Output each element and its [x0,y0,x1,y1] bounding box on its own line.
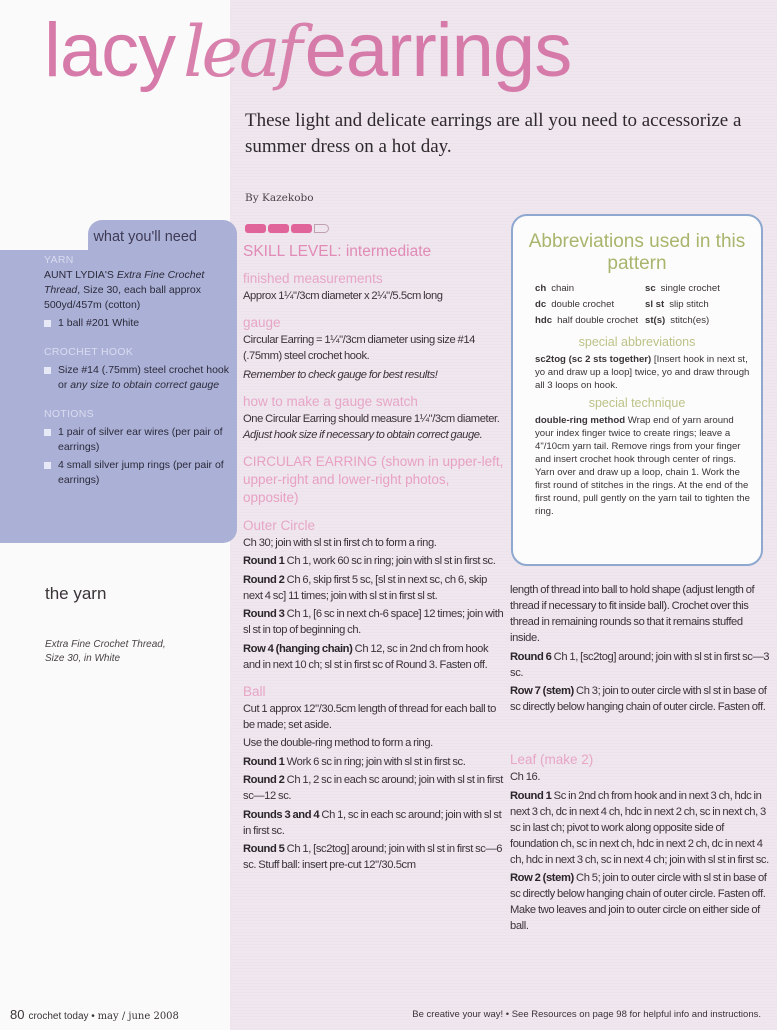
instruction-paragraph [243,535,507,551]
notion-item: 1 pair of silver ear wires (per pair of earrings) [44,425,234,455]
step-text: Ch 16. [510,771,541,783]
abbreviations-title: Abbreviations used in this pattern [528,231,746,274]
step-text: Ch 1, sc in each sc around; join with sl st in first sc. [243,808,502,837]
instruction-paragraph [510,870,774,934]
the-yarn-caption [45,638,215,666]
step-text: Ch 1, 2 sc in each sc around; join with sl st in first sc—12 sc. [243,774,503,802]
instruction-paragraph [510,769,774,785]
step-label: Round 1 [243,555,285,567]
technique-term: double-ring method [535,415,626,426]
special-abbreviations-title: special abbreviations [578,335,696,349]
yarn-label: YARN [44,254,74,266]
step-text: Ch 3; join to outer circle with sl st in base of sc directly below hanging chain of outer circle. Fasten off. [510,685,767,713]
abbreviation-meaning: double crochet [551,299,615,310]
instruction-paragraph [243,641,507,673]
footer-folio [10,1007,179,1022]
yarn-item: 1 ball #201 White [44,316,234,331]
instruction-paragraph [510,649,774,681]
title-earrings: earrings [304,8,572,93]
step-text: length of thread into ball to hold shape (adjust length of thread if necessary to fit inside ball). Crochet over this thread in remaining rounds so that it remains stuffed inside. [510,584,755,644]
instruction-paragraph [243,367,507,383]
special-term: sc2tog (sc 2 sts together) [535,354,652,365]
step-text: Work 6 sc in ring; join with sl st in first sc. [284,755,466,768]
step-label: Round 2 [243,573,285,586]
abbreviation-item [645,299,751,311]
abbreviation-item [535,299,641,311]
skill-level-meter [245,224,329,233]
technique-text: Wrap end of yarn around your index finger twice to create rings; leave a 4"/10cm yarn tail. Remove rings from your finger and insert crochet hook through center of rings. Yarn over and draw up a loop, chain 1. Work the first round of stitches in the rings. At the end of the first round, pull gently on the yarn tail to tighten the ring. [535,415,750,517]
notions-label: NOTIONS [44,408,94,420]
the-yarn-heading: the yarn [45,584,107,603]
step-label: Round 1 [243,755,285,768]
instruction-paragraph [243,411,507,443]
step-label: Round 2 [243,774,285,786]
abbreviation-meaning: single crochet [660,283,720,294]
title-leaf-script: leaf [183,11,299,93]
yarn-caption-size: Size 30, in White [45,653,121,664]
instruction-paragraph [243,553,507,569]
yarn-caption-name: Extra Fine Crochet Thread, [45,639,166,650]
abbreviations-box [511,214,763,566]
abbreviation: hdc [535,315,553,326]
step-label: Round 5 [243,843,285,855]
step-text: One Circular Earring should measure 1¼"/3cm diameter. [243,412,500,425]
step-text: Ch 30; join with sl st in first ch to form a ring. [243,536,437,549]
notion-item: 4 small silver jump rings (per pair of earrings) [44,458,234,488]
instruction-paragraph [243,606,507,638]
step-label: Row 4 (hanging chain) [243,642,353,655]
italic-note: Adjust hook size if necessary to obtain correct gauge. [243,428,483,441]
abbreviation-item [645,283,751,295]
page-number: 80 [10,1007,25,1022]
page-title [44,6,571,97]
step-label: Row 2 (stem) [510,872,574,884]
special-abbreviation [535,353,751,392]
hook-text: Size #14 (.75mm) steel crochet hook or [58,364,229,391]
materials-list [44,253,234,488]
instruction-paragraph [510,788,774,868]
step-label: Row 7 (stem) [510,685,574,697]
magazine-name: crochet today • [28,1011,98,1022]
hook-note: any size to obtain correct gauge [70,379,220,391]
step-label: Round 1 [510,789,552,802]
step-text: Ch 5; join to outer circle with sl st in base of sc directly below hanging chain of outer circle. Fasten off. Make two leaves and join to outer circle on either side of ball. [510,872,767,932]
special-technique [535,414,751,518]
instructions-column-1 [243,243,507,876]
yarn-details: , Size 30, each ball approx 500yd/457m (cotton) [44,284,202,311]
abbreviations-grid [535,283,751,331]
skill-block-filled [291,224,312,233]
instruction-paragraph [243,332,507,364]
step-text: Ch 6, skip first 5 sc, [sl st in next sc, ch 6, skip next 4 sc] 11 times; join with sl st in first sl st. [243,573,487,602]
skill-block-filled [268,224,289,233]
sidebar-tab [88,220,237,254]
abbreviation-meaning: chain [551,283,575,294]
instruction-paragraph [243,807,507,839]
section-heading: how to make a gauge swatch [243,393,418,409]
abbreviation: dc [535,299,547,310]
step-text: Sc in 2nd ch from hook and in next 3 ch, hdc in next 3 ch, dc in next 4 ch, hdc in next 2 ch, sc in next ch, 3 sc in last ch; pivot to work along opposite side of foundation ch, sc in next ch, hdc in next 2 ch, dc in next 4 ch, hdc in next 3 ch, sc in next 4 ch; join with sl st in first sc. [510,789,769,866]
instruction-paragraph [243,735,507,751]
instructions-column-2 [510,582,774,937]
section-heading: gauge [243,315,281,330]
step-text: Ch 1, [sc2tog] around; join with sl st in first sc—6 sc. Stuff ball: insert pre-cut 12"/30.5cm [243,843,503,871]
italic-note: Remember to check gauge for best results! [243,368,438,381]
special-text: [Insert hook in next st, yo and draw up a loop] twice, yo and draw through all 3 loops on hook. [535,354,750,391]
instruction-paragraph [510,582,774,646]
skill-block-empty [314,224,329,233]
instruction-paragraph [243,288,507,304]
instruction-paragraph [243,841,507,873]
step-text: Approx 1¼"/3cm diameter x 2¼"/5.5cm long [243,290,443,302]
step-text: Circular Earring = 1¼"/3cm diameter using size #14 (.75mm) steel crochet hook. [243,334,475,362]
abbreviation: ch [535,283,547,294]
yarn-name: Extra Fine Crochet Thread [44,269,205,296]
footer-note: Be creative your way! • See Resources on page 98 for helpful info and instructions. [412,1009,761,1020]
step-text: Ch 1, [sc2tog] around; join with sl st in first sc—3 sc. [510,650,770,679]
step-text: Use the double-ring method to form a ring. [243,737,433,749]
instruction-paragraph [243,772,507,804]
yarn-brand: AUNT LYDIA'S [44,269,117,281]
abbreviation-item [535,283,641,295]
section-heading: finished measurements [243,271,383,286]
section-heading: Leaf (make 2) [510,752,594,767]
section-heading: CIRCULAR EARRING (shown in upper-left, upper-right and lower-right photos, opposite) [243,453,504,505]
yarn-description [44,268,234,313]
step-text: Ch 12, sc in 2nd ch from hook and in next 10 ch; sl st in first sc of Round 3. Fasten off. [243,642,489,671]
special-technique-title: special technique [588,396,686,410]
abbreviation-meaning: half double crochet [557,315,639,326]
step-label: Rounds 3 and 4 [243,808,320,821]
step-label: Round 6 [510,650,552,663]
instruction-paragraph [510,683,774,715]
hook-label: CROCHET HOOK [44,346,134,358]
skill-block-filled [245,224,266,233]
step-text: Ch 1, [6 sc in next ch-6 space] 12 times; join with sl st in top of beginning ch. [243,608,504,636]
abbreviation-meaning: slip stitch [669,299,709,310]
instruction-paragraph [243,572,507,604]
title-lacy: lacy [44,8,176,93]
abbreviation-meaning: stitch(es) [670,315,710,326]
instruction-paragraph [243,701,507,733]
step-text: Ch 1, work 60 sc in ring; join with sl st in first sc. [284,555,496,567]
section-heading: SKILL LEVEL: intermediate [243,243,432,260]
section-heading: Outer Circle [243,517,316,533]
step-label: Round 3 [243,608,285,620]
abbreviation: sc [645,283,656,294]
abbreviation-item [645,315,751,327]
section-heading: Ball [243,683,266,699]
byline: By Kazekobo [245,192,314,204]
abbreviation-item [535,315,641,327]
instruction-paragraph [243,754,507,770]
abbreviation: st(s) [645,315,666,326]
abbreviation: sl st [645,299,665,310]
issue-date: may / june 2008 [97,1011,179,1022]
sidebar-tab-label: what you'll need [93,229,197,245]
step-text: Cut 1 approx 12"/30.5cm length of thread for each ball to be made; set aside. [243,702,496,731]
hook-item [44,363,234,393]
subtitle: These light and delicate earrings are all you need to accessorize a summer dress on a hot day. [245,110,742,157]
